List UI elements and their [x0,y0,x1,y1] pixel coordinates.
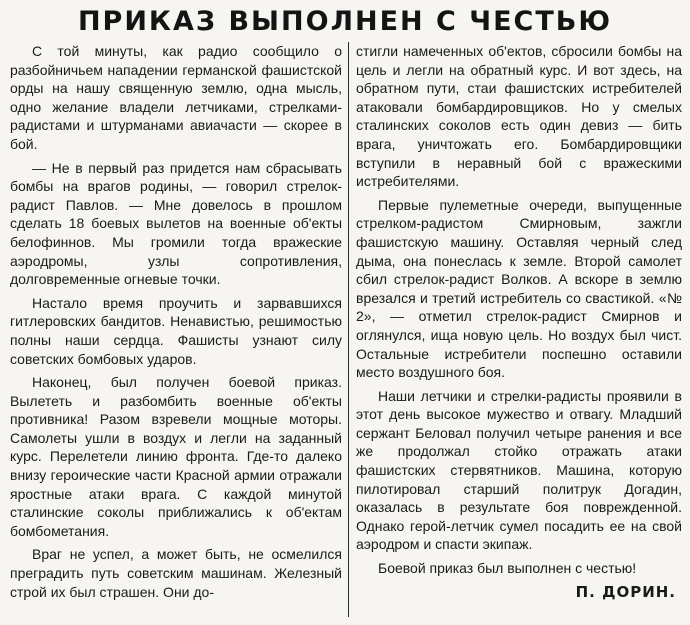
paragraph: С той минуты, как радио сообщило о разбойничьем нападении германской фашистской орды на нашу священную землю, одна мысль, одно желание владели летчиками, стрелками-радистами и штурманами авиачасти — скорее в бой. [10,43,342,152]
paragraph: Наши летчики и стрелки-радисты проявили в этот день высокое мужество и отвагу. Младший сержант Беловал получил четыре ранения и все же продолжал стойко отражать атаки фашистских стервятников. Машина, которую пилотировал старший политрук Догадин, оказалась в результате боя поврежденной. Однако герой-летчик сумел посадить ее на свой аэродром и спасти экипаж. [356,387,682,553]
paragraph-continuation: стигли намеченных об'ектов, сбросили бомбы на цель и легли на обратный курс. И вот здесь, на обратном пути, стаи фашистских истребителей атаковали бомбардировщиков. Но у смелых сталинских соколов есть один девиз — бить врага, уничтожать его. Бомбардировщики вступили в неравный бой с вражескими истребителями. [356,43,682,190]
paragraph: — Не в первый раз придется нам сбрасывать бомбы на врагов родины, — говорил стрелок-радист Павлов. — Мне довелось в прошлом сделать 18 боевых вылетов на военные об'екты белофиннов. Мы громили тогда вражеские аэродромы, узлы сопротивления, долговременные огневые точки. [10,159,342,288]
author-signature: П. ДОРИН. [575,582,676,601]
paragraph: Враг не успел, а может быть, не осмелился преградить путь советским машинам. Железный строй их был страшен. Они до- [10,546,342,600]
column-divider [348,42,349,617]
paragraph: Наконец, был получен боевой приказ. Вылететь и разбомбить военные об'екты противника! Разом взревели мощные моторы. Самолеты ушли в воздух и легли на заданный курс. Перелетели линию фронта. Где-то далеко внизу героические части Красной армии отражали яростные атаки врага. С каждой минутой сталинские соколы приближались к об'ектам бомбометания. [10,374,342,539]
left-column [10,42,342,606]
right-column [356,42,682,606]
paragraph: Настало время проучить и зарвавшихся гитлеровских бандитов. Ненавистью, решимостью полны наши сердца. Фашисты узнают силу советских бомбовых ударов. [10,294,342,367]
paragraph: Боевой приказ был выполнен с честью! [378,560,637,577]
paragraph: Первые пулеметные очереди, выпущенные стрелком-радистом Смирновым, зажгли фашистскую машину. Оставляя черный след дыма, она понеслась к земле. Второй самолет сбил стрелок-радист Волков. А вскоре в землю врезался и третий истребитель со свастикой. «№ 2», — отметил стрелок-радист Смирнов и оглянулся, ища новую цель. Но воздух был чист. Остальные истребители поспешно оставили место воздушного боя. [356,196,682,381]
article-headline: ПРИКАЗ ВЫПОЛНЕН С ЧЕСТЬЮ [77,6,613,37]
